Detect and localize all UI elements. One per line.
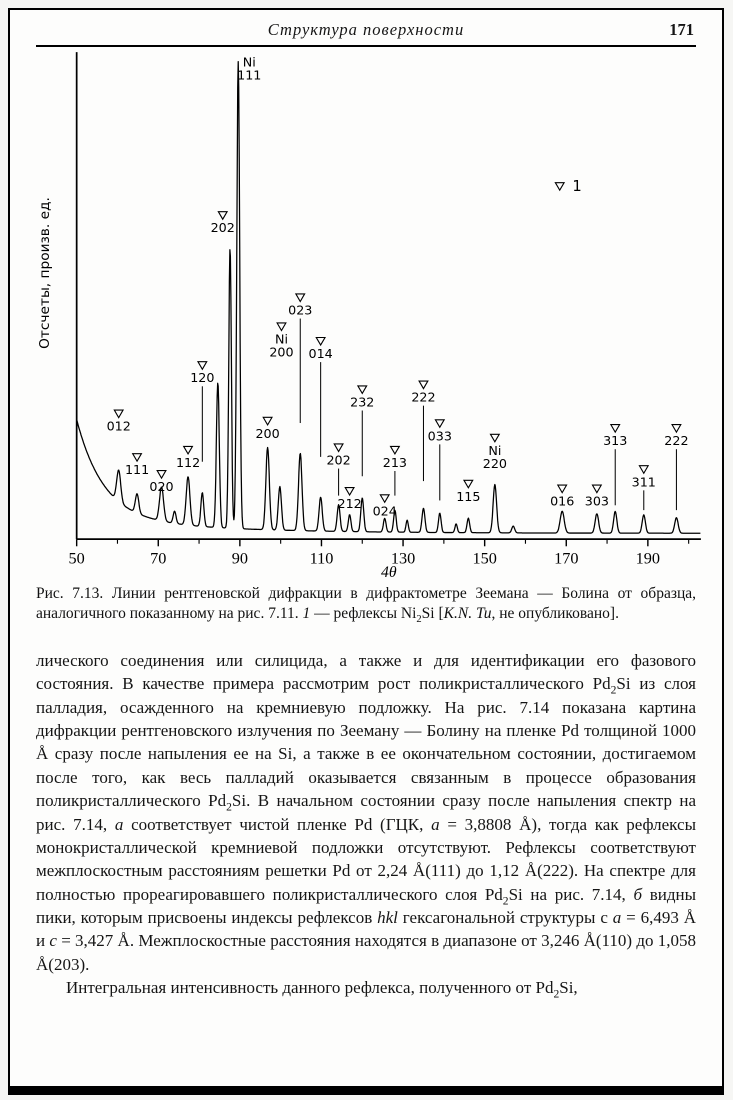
x-tick-label: 90 — [231, 549, 248, 568]
peak-label: 033 — [427, 428, 452, 444]
triangle-marker-icon — [380, 495, 389, 503]
triangle-marker-icon — [672, 425, 681, 433]
peak-label: 112 — [175, 454, 201, 470]
triangle-marker-icon — [558, 485, 567, 493]
triangle-marker-icon — [555, 183, 564, 191]
figure-7-13 — [36, 51, 696, 625]
peak-label: 023 — [288, 302, 313, 318]
paragraph: лического соединения или силицида, а также и для идентификации его фазового состояния. В качестве примера рассмотрим рост поликристаллического $Pd_2Si$ из слоя палладия, осажденного на кремниевую подложку. На рис. 7.14 показана картина дифракции рентгеновского излучения по Зееману — Болину на пленке Pd толщиной 1000 Å сразу после напыления ее на Si, а также в ее окончательном состоянии, достигаемом после того, как весь палладий оказывается связанным в процессе образования поликристаллического $Pd_2Si$. В начальном состоянии сразу после напыления спектр на рис. 7.14, а соответствует чистой пленке Pd (ГЦК, a = 3,8808 Å), тогда как рефлексы монокристаллической кремниевой подложки отсутствуют. Рефлексы соответствуют межплоскостным расстояниям решетки Pd от 2,24 Å(111) до 1,12 Å(222). На спектре для полностью прореагировавшего поликристаллического слоя $Pd_2Si$ на рис. 7.14, б видны пики, которым присвоены индексы рефлексов hkl гексагональной структуры с a = 6,493 Å и c = 3,427 Å. Межплоскостные расстояния находятся в диапазоне от 3,246 Å(110) до 1,058 Å(203). — [36, 650, 697, 974]
x-tick-label: 50 — [68, 549, 85, 568]
peak-label: 212 — [337, 496, 362, 512]
peak-label: 014 — [308, 346, 333, 362]
peak-label: 200 — [269, 344, 294, 360]
triangle-marker-icon — [334, 444, 343, 452]
triangle-marker-icon — [611, 425, 620, 433]
peak-label: 200 — [255, 425, 280, 441]
peak-label: 020 — [149, 479, 174, 495]
peak-label: 232 — [350, 394, 375, 410]
triangle-marker-icon — [358, 386, 367, 394]
peak-label: 222 — [411, 389, 436, 405]
peak-label: 213 — [382, 454, 408, 470]
peak-label: 202 — [210, 220, 235, 236]
x-axis-label: 4θ — [380, 563, 397, 580]
x-tick-label: 70 — [150, 549, 167, 568]
peak-label: 303 — [584, 493, 609, 509]
triangle-marker-icon — [133, 454, 142, 462]
triangle-marker-icon — [263, 417, 272, 425]
peak-label: 220 — [482, 456, 507, 472]
peak-label: 222 — [664, 433, 689, 449]
x-tick-label: 190 — [635, 549, 661, 568]
triangle-marker-icon — [419, 381, 428, 389]
peak-label-prefix: Ni — [488, 442, 502, 458]
peak-label: 024 — [372, 503, 397, 519]
running-title: Структура поверхности — [267, 20, 465, 39]
triangle-marker-icon — [184, 446, 193, 454]
triangle-marker-icon — [218, 212, 227, 220]
body-text — [36, 649, 696, 1000]
peak-label: 311 — [631, 474, 656, 490]
triangle-marker-icon — [391, 446, 400, 454]
triangle-marker-icon — [198, 362, 207, 370]
paragraph: Интегральная интенсивность данного рефлекса, полученного от $Pd_2Si$, — [66, 978, 578, 1001]
page-header — [36, 20, 696, 47]
peak-label: 012 — [106, 418, 131, 434]
x-tick-label: 170 — [554, 549, 579, 568]
triangle-marker-icon — [435, 420, 444, 428]
x-tick-label: 130 — [390, 549, 416, 568]
peak-label-prefix: Ni — [242, 54, 256, 70]
peak-label-prefix: Ni — [274, 331, 288, 347]
peak-label: 120 — [190, 370, 215, 386]
diffraction-chart — [36, 51, 707, 580]
peak-label: 111 — [124, 462, 150, 478]
triangle-marker-icon — [114, 410, 123, 418]
peak-label: 111 — [237, 67, 262, 83]
figure-caption: Рис. 7.13. Линии рентгеновской дифракции в дифрактометре Зеемана — Болина от образца, аналогичного показанному на рис. 7.11. 1 — рефлексы $Ni_2Si$ [K.N. Tu, не опубликовано]. — [36, 585, 696, 626]
triangle-marker-icon — [592, 485, 601, 493]
legend-label: 1 — [572, 177, 582, 195]
triangle-marker-icon — [345, 488, 354, 496]
x-tick-label: 150 — [472, 549, 497, 568]
triangle-marker-icon — [639, 466, 648, 474]
y-axis-label: Отсчеты, произв. ед. — [37, 197, 54, 349]
triangle-marker-icon — [277, 323, 286, 331]
triangle-marker-icon — [157, 471, 166, 479]
triangle-marker-icon — [316, 338, 325, 346]
triangle-marker-icon — [490, 434, 499, 442]
peak-label: 016 — [550, 493, 575, 509]
page-number: 171 — [669, 20, 694, 39]
x-tick-label: 110 — [309, 549, 334, 568]
triangle-marker-icon — [464, 480, 473, 488]
peak-label: 202 — [326, 452, 351, 468]
peak-label: 115 — [456, 488, 481, 504]
page-frame — [8, 8, 724, 1095]
triangle-marker-icon — [296, 294, 305, 302]
peak-label: 313 — [603, 433, 628, 449]
